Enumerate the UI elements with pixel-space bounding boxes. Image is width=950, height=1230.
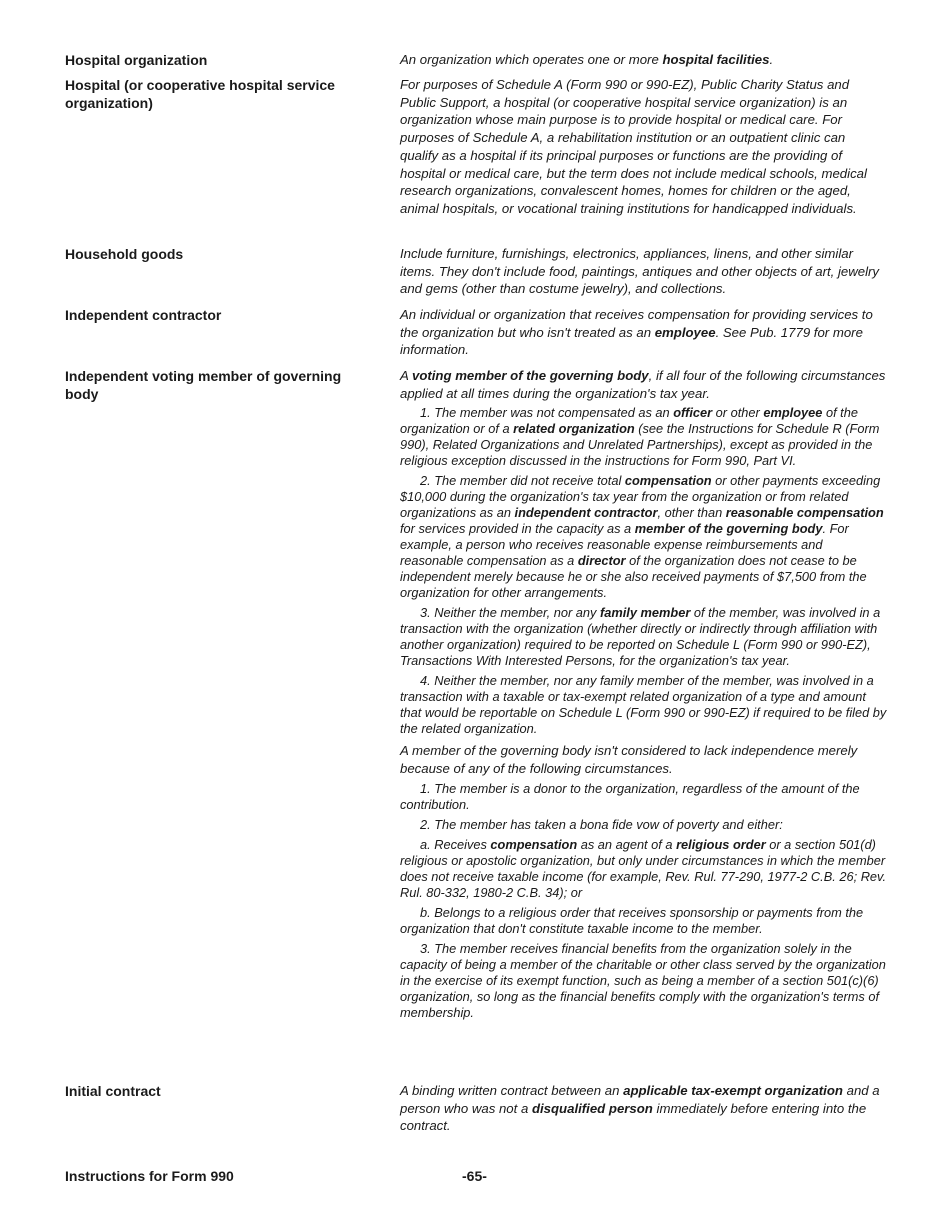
def-independent-voting-member: A voting member of the governing body, if all four of the following circumstances applied at all times during the organization's tax year. 1. The member was not compensated as an officer or other employee of the organization or of a related organization (see the Instructions for Schedule R (Form 990), Related Organizations and Unrelated Partnerships), except as provided in the religious exception discussed in the instructions for Form 990, Part VI. 2. The member did not receive total compensation or other payments exceeding $10,000 during the organization's tax year from the organization or from related organizations as an independent contractor, other than reasonable compensation for services provided in the capacity as a member of the governing body. For example, a person who receives reasonable expense reimbursements and reasonable compensation as a director of the organization does not cease to be independent merely because he or she also received payments of $7,500 from the organization for other arrangements. 3. Neither the member, nor any family member of the member, was involved in a transaction with the organization (whether directly or indirectly through affiliation with another organization) required to be reported on Schedule L (Form 990 or 990-EZ), Transactions With Interested Persons, for the organization's tax year. 4. Neither the member, nor any family member of the member, was involved in a transaction with a taxable or tax-exempt related organization of a type and amount that would be reportable on Schedule L (Form 990 or 990-EZ) if required to be filed by the related organization. A member of the governing body isn't considered to lack independence merely because of any of the following circumstances. 1. The member is a donor to the organization, regardless of the amount of the contribution. 2. The member has taken a bona fide vow of poverty and either: a. Receives compensation as an agent of a religious order or a section 501(d) religious or apostolic organization, but only under circumstances in which the member does not receive taxable income (for example, Rev. Rul. 77-290, 1977-2 C.B. 26; Rev. Rul. 80-332, 1980-2 C.B. 34); or b. Belongs to a religious order that receives sponsorship or payments from the organization that don't constitute taxable income to the member. 3. The member receives financial benefits from the organization solely in the capacity of being a member of the charitable or other class served by the organization in the exercise of its exempt function, such as being a member of a section 501(c)(6) organization, so long as the financial benefits comply with the organization's terms of membership. — [400, 368, 887, 1020]
footer-form-title: Instructions for Form 990 — [65, 1168, 234, 1184]
term-hospital: Hospital (or cooperative hospital service organization) — [65, 77, 335, 111]
def-household-goods: Include furniture, furnishings, electronics, appliances, linens, and other similar items. They don't include food, paintings, antiques and other objects of art, jewelry and gems (other than costume jewelry), and collections. — [400, 246, 880, 297]
exception-3: 3. The member receives financial benefits from the organization solely in the capacity of being a member of the charitable or other class served by the organization in the exercise of its exempt function, such as being a member of a section 501(c)(6) organization, so long as the financial benefits comply with the organization's terms of membership. — [400, 940, 886, 1020]
criterion-4: 4. Neither the member, nor any family member of the member, was involved in a transaction with a taxable or tax-exempt related organization of a type and amount that would be reportable on Schedule L (Form 990 or 990-EZ) if required to be filed by the related organization. — [400, 673, 887, 737]
def-initial-contract: A binding written contract between an applicable tax-exempt organization and a person who was not a disqualified person immediately before entering into the contract. — [400, 1083, 880, 1134]
page-number: -65- — [462, 1168, 487, 1184]
exception-2b: b. Belongs to a religious order that receives sponsorship or payments from the organization that don't constitute taxable income to the member. — [400, 904, 864, 936]
def-hospital: For purposes of Schedule A (Form 990 or 990-EZ), Public Charity Status and Public Support, a hospital (or cooperative hospital service organization) is an organization whose main purpose is to provide hospital or medical care. For purposes of Schedule A, a rehabilitation institution or an outpatient clinic can qualify as a hospital if its principal purposes or functions are the providing of hospital or medical care, but the term does not include medical schools, medical research organizations, convalescent homes, homes for children or the aged, animal hospitals, or vocational training institutions for handicapped individuals. — [400, 77, 867, 216]
def-hospital-organization: An organization which operates one or more hospital facilities. — [400, 52, 774, 67]
def-independent-contractor: An individual or organization that receives compensation for providing services to the organization but who isn't treated as an employee. See Pub. 1779 for more information. — [400, 307, 873, 358]
criterion-1: 1. The member was not compensated as an officer or other employee of the organization or of a related organization (see the Instructions for Schedule R (Form 990), Related Organizations and Unrelated Partnerships), except as provided in the religious exception discussed in the instructions for Form 990, Part VI. — [400, 405, 880, 469]
term-household-goods: Household goods — [65, 246, 184, 262]
exception-1: 1. The member is a donor to the organization, regardless of the amount of the contribution. — [400, 780, 860, 812]
exception-2a: a. Receives compensation as an agent of a religious order or a section 501(d) religious or apostolic organization, but only under circumstances in which the member does not receive taxable income (for example, Rev. Rul. 77-290, 1977-2 C.B. 26; Rev. Rul. 80-332, 1980-2 C.B. 34); or — [400, 836, 887, 900]
criterion-2: 2. The member did not receive total compensation or other payments exceeding $10,000 during the organization's tax year from the organization or from related organizations as an independent contractor, other than reasonable compensation for services provided in the capacity as a member of the governing body. For example, a person who receives reasonable expense reimbursements and reasonable compensation as a director of the organization does not cease to be independent merely because he or she also received payments of $7,500 from the organization for other arrangements. — [400, 473, 884, 601]
exception-2: 2. The member has taken a bona fide vow of poverty and either: — [420, 816, 783, 832]
criterion-3: 3. Neither the member, nor any family member of the member, was involved in a transaction with the organization (whether directly or indirectly through affiliation with another organization) required to be reported on Schedule L (Form 990 or 990-EZ), Transactions With Interested Persons, for the organization's tax year. — [400, 605, 881, 669]
term-independent-contractor: Independent contractor — [65, 307, 222, 323]
exceptions-intro: A member of the governing body isn't considered to lack independence merely because of any of the following circumstances. — [400, 743, 858, 777]
term-independent-voting-member: Independent voting member of governing body — [65, 368, 342, 402]
term-initial-contract: Initial contract — [65, 1083, 161, 1099]
term-hospital-organization: Hospital organization — [65, 52, 208, 68]
